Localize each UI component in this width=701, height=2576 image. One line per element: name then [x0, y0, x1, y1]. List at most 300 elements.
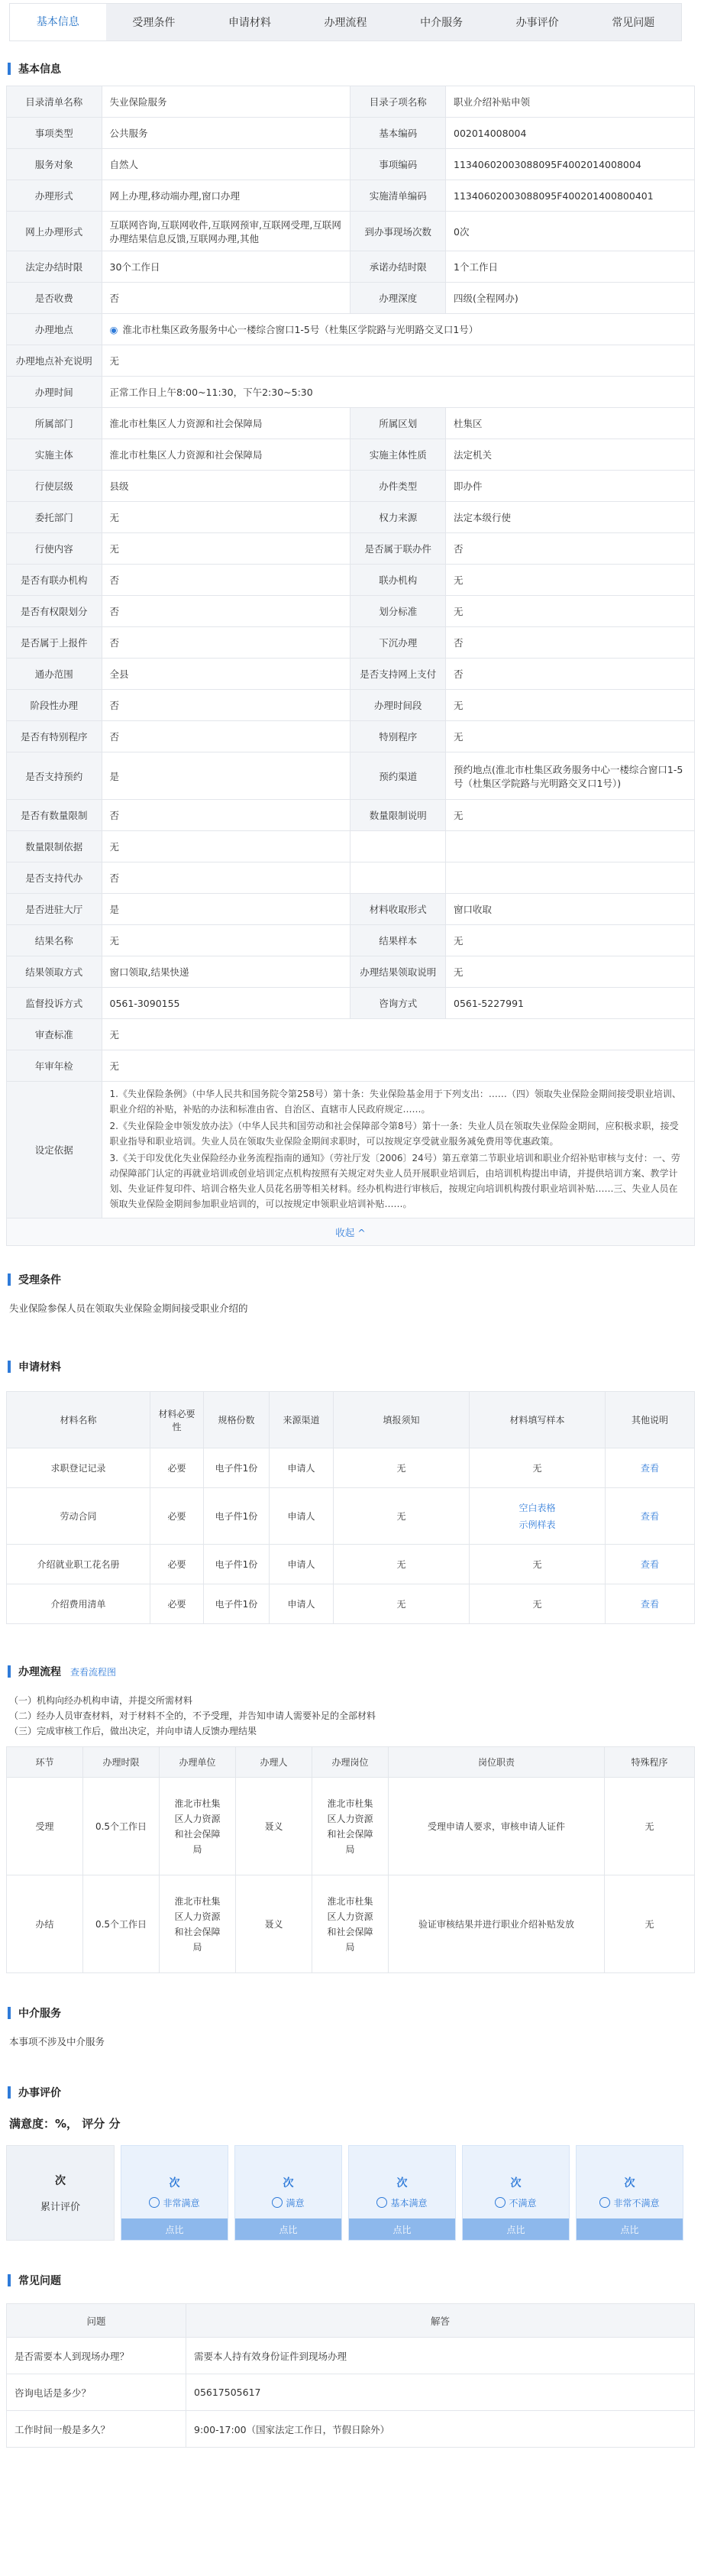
info-value: 无	[446, 596, 695, 627]
faq-question: 咨询电话是多少？	[7, 2374, 186, 2411]
material-source: 申请人	[270, 1488, 334, 1545]
basis-content	[102, 1082, 694, 1218]
material-name: 劳动合同	[7, 1488, 150, 1545]
eval-card-very-satisfied	[121, 2145, 228, 2241]
smile-icon	[272, 2197, 283, 2208]
info-value: 11340602003088095F400201400800401	[446, 180, 695, 212]
info-label: 实施主体性质	[350, 439, 446, 471]
empty-cell	[350, 831, 446, 862]
materials-table	[6, 1391, 695, 1624]
info-row	[7, 862, 695, 894]
section-title-text: 中介服务	[18, 2008, 61, 2020]
section-bar	[8, 1665, 11, 1678]
info-row	[7, 408, 695, 439]
info-label: 下沉办理	[350, 627, 446, 659]
info-label: 目录子项名称	[350, 86, 446, 118]
material-source: 申请人	[270, 1448, 334, 1488]
info-label: 权力来源	[350, 502, 446, 533]
eval-label-wrap	[272, 2196, 304, 2209]
info-label: 数量限制依据	[7, 831, 102, 862]
col-header: 办理岗位	[312, 1747, 389, 1778]
section-bar	[8, 1273, 11, 1286]
section-bar	[8, 1361, 11, 1373]
info-row	[7, 721, 695, 752]
info-value: 无	[102, 1019, 694, 1050]
eval-ratio-button[interactable]: 点比	[349, 2218, 455, 2240]
tab-basic-info[interactable]: 基本信息	[10, 4, 106, 40]
table-row	[7, 2411, 695, 2448]
info-label: 委托部门	[7, 502, 102, 533]
info-label: 承诺办结时限	[350, 251, 446, 283]
info-value: 失业保险服务	[102, 86, 350, 118]
info-label: 到办事现场次数	[350, 212, 446, 251]
info-value: 否	[102, 690, 350, 721]
process-step: （三）完成审核工作后，做出决定，并向申请人反馈办理结果	[9, 1726, 257, 1736]
step-time: 0.5个工作日	[83, 1778, 160, 1875]
section-bar	[8, 2086, 11, 2099]
material-notice: 无	[334, 1448, 470, 1488]
info-value: 无	[446, 690, 695, 721]
info-value: 0次	[446, 212, 695, 251]
info-label: 材料收取形式	[350, 894, 446, 925]
eval-card-satisfied	[234, 2145, 342, 2241]
section-basic-info	[6, 52, 695, 86]
info-label: 是否进驻大厅	[7, 894, 102, 925]
sample-links[interactable]: 空白表格 示例样表	[470, 1488, 606, 1545]
location-text: 淮北市杜集区政务服务中心一楼综合窗口1-5号（杜集区学院路与光明路交叉口1号）	[122, 324, 479, 335]
info-label: 事项编码	[350, 149, 446, 180]
eval-label-wrap	[376, 2196, 427, 2209]
info-value: 0561-3090155	[102, 988, 350, 1019]
info-row	[7, 439, 695, 471]
info-label: 结果样本	[350, 925, 446, 956]
info-value: 无	[102, 345, 694, 377]
info-label: 是否有数量限制	[7, 800, 102, 831]
tab-conditions[interactable]: 受理条件	[132, 17, 176, 29]
step-special: 无	[605, 1875, 695, 1973]
eval-ratio-button[interactable]: 点比	[577, 2218, 683, 2240]
section-evaluation	[6, 2076, 695, 2109]
neutral-face-icon	[376, 2197, 387, 2208]
info-row	[7, 471, 695, 502]
section-materials	[6, 1350, 695, 1383]
step-time: 0.5个工作日	[83, 1875, 160, 1973]
info-label: 是否属于上报件	[7, 627, 102, 659]
section-title-text: 基本信息	[18, 63, 61, 76]
info-label: 是否支持预约	[7, 752, 102, 800]
info-row-basis	[7, 1082, 695, 1218]
info-row	[7, 894, 695, 925]
info-value: 无	[102, 533, 350, 565]
col-header: 来源渠道	[270, 1392, 334, 1448]
info-label: 网上办理形式	[7, 212, 102, 251]
section-title-text: 办理流程	[18, 1666, 61, 1678]
info-value: 否	[102, 565, 350, 596]
info-row	[7, 800, 695, 831]
tab-process[interactable]: 办理流程	[324, 17, 367, 29]
section-title-text: 申请材料	[18, 1361, 61, 1374]
info-row	[7, 502, 695, 533]
location-pin-icon: ◉	[109, 324, 118, 335]
table-row	[7, 2338, 695, 2374]
faq-question: 工作时间一般是多久？	[7, 2411, 186, 2448]
info-value: 互联网咨询,互联网收件,互联网预审,互联网受理,互联网办理结果信息反馈,互联网办理,其他	[102, 212, 350, 251]
info-row	[7, 831, 695, 862]
empty-cell	[446, 831, 695, 862]
info-value: 公共服务	[102, 118, 350, 149]
info-value: 0561-5227991	[446, 988, 695, 1019]
info-label: 数量限制说明	[350, 800, 446, 831]
info-label: 行使层级	[7, 471, 102, 502]
material-spec: 电子件1份	[204, 1488, 270, 1545]
col-header: 其他说明	[606, 1392, 695, 1448]
table-row	[7, 1545, 695, 1584]
info-value: 县级	[102, 471, 350, 502]
info-value: 002014008004	[446, 118, 695, 149]
eval-label: 满意	[286, 2198, 305, 2209]
info-row	[7, 1019, 695, 1050]
info-value: 否	[102, 862, 350, 894]
info-row	[7, 925, 695, 956]
info-value: 职业介绍补贴申领	[446, 86, 695, 118]
material-necessity: 必要	[150, 1545, 204, 1584]
info-label: 所属区划	[350, 408, 446, 439]
info-label: 是否有联办机构	[7, 565, 102, 596]
info-row	[7, 1050, 695, 1082]
info-label: 设定依据	[7, 1082, 102, 1218]
info-value: 是	[102, 752, 350, 800]
info-label: 实施清单编码	[350, 180, 446, 212]
section-bar	[8, 2274, 11, 2286]
info-row	[7, 212, 695, 251]
info-row	[7, 752, 695, 800]
basis-paragraph: 3.《关于印发优化失业保险经办业务流程指南的通知》（劳社厅发〔2006〕24号）第五章第二节职业培训和职业介绍补贴审核与支付：一、劳动保障部门认定的再就业培训或创业培训定点机构按照有关规定对失业人员开展职业培训后，由培训机构提出申请，并提供培训方案、教学计划、失业证件复印件、培训合格失业人员花名册等相关材料。经办机构进行审核后，按规定向培训机构拨付职业培训补贴……三、失业人员在领取失业保险金期间参加职业培训的，可以按规定申领职业培训补贴……。	[109, 1153, 680, 1209]
info-value: 否	[102, 721, 350, 752]
material-sample: 无	[470, 1584, 606, 1624]
info-row	[7, 956, 695, 988]
info-row	[7, 565, 695, 596]
col-header: 材料必要性	[150, 1392, 204, 1448]
info-value: 否	[102, 627, 350, 659]
section-process	[6, 1655, 695, 1688]
view-link[interactable]: 查看	[606, 1448, 695, 1488]
intermediary-text: 本事项不涉及中介服务	[9, 2036, 105, 2047]
info-label: 审查标准	[7, 1019, 102, 1050]
info-value: 窗口领取,结果快递	[102, 956, 350, 988]
faq-table	[6, 2303, 695, 2448]
info-value: 是	[102, 894, 350, 925]
info-value: 网上办理,移动端办理,窗口办理	[102, 180, 350, 212]
eval-count: 次	[510, 2177, 522, 2189]
col-header: 特殊程序	[605, 1747, 695, 1778]
material-necessity: 必要	[150, 1488, 204, 1545]
info-label: 办理地点补充说明	[7, 345, 102, 377]
step-duty: 验证审核结果并进行职业介绍补贴发放	[389, 1875, 605, 1973]
info-row	[7, 988, 695, 1019]
info-row	[7, 314, 695, 345]
col-header: 材料填写样本	[470, 1392, 606, 1448]
info-label: 行使内容	[7, 533, 102, 565]
info-label: 预约渠道	[350, 752, 446, 800]
col-header: 规格份数	[204, 1392, 270, 1448]
info-value: 否	[102, 596, 350, 627]
step-person: 聂义	[236, 1778, 312, 1875]
faq-answer: 05617505617	[186, 2374, 695, 2411]
material-necessity: 必要	[150, 1584, 204, 1624]
info-value: 无	[446, 925, 695, 956]
info-value: 否	[446, 659, 695, 690]
table-row	[7, 1778, 695, 1875]
tab-faq[interactable]: 常见问题	[612, 17, 655, 29]
info-value: 无	[446, 956, 695, 988]
info-value: 法定机关	[446, 439, 695, 471]
info-row	[7, 149, 695, 180]
info-value: 30个工作日	[102, 251, 350, 283]
info-label: 所属部门	[7, 408, 102, 439]
info-value: 正常工作日上午8:00~11:30，下午2:30~5:30	[102, 377, 694, 408]
total-evaluation	[6, 2145, 115, 2241]
basis-paragraph: 1.《失业保险条例》（中华人民共和国务院令第258号）第十条：失业保险基金用于下列支出：……（四）领取失业保险金期间接受职业培训、职业介绍的补贴，补贴的办法和标准由省、自治区、直辖市人民政府规定……。	[109, 1089, 681, 1115]
faq-answer: 需要本人持有效身份证件到现场办理	[186, 2338, 695, 2374]
col-header: 办理单位	[160, 1747, 236, 1778]
process-step: （二）经办人员审查材料，对于材料不全的，不予受理，并告知申请人需要补足的全部材料	[9, 1710, 376, 1721]
tab-evaluation[interactable]: 办事评价	[515, 17, 559, 29]
info-label: 咨询方式	[350, 988, 446, 1019]
faq-question: 是否需要本人到现场办理？	[7, 2338, 186, 2374]
step-special: 无	[605, 1778, 695, 1875]
info-label: 是否支持网上支付	[350, 659, 446, 690]
info-row	[7, 627, 695, 659]
process-steps	[6, 1688, 695, 1743]
info-label: 是否收费	[7, 283, 102, 314]
step-unit: 淮北市杜集区人力资源和社会保障局	[160, 1778, 236, 1875]
col-header: 问题	[7, 2304, 186, 2338]
col-header: 填报须知	[334, 1392, 470, 1448]
info-label: 是否属于联办件	[350, 533, 446, 565]
info-value: 全县	[102, 659, 350, 690]
eval-label: 非常满意	[163, 2198, 200, 2209]
table-row	[7, 1875, 695, 1973]
eval-count: 次	[283, 2177, 294, 2189]
info-row	[7, 180, 695, 212]
material-source: 申请人	[270, 1584, 334, 1624]
section-conditions	[6, 1263, 695, 1296]
empty-cell	[446, 862, 695, 894]
step-person: 聂义	[236, 1875, 312, 1973]
top-tabs	[9, 3, 682, 41]
material-necessity: 必要	[150, 1448, 204, 1488]
info-label: 结果名称	[7, 925, 102, 956]
table-row	[7, 1488, 695, 1545]
info-value: 否	[102, 283, 350, 314]
col-header: 解答	[186, 2304, 695, 2338]
evaluation-cards	[6, 2145, 695, 2241]
smile-icon	[149, 2197, 160, 2208]
table-row	[7, 1448, 695, 1488]
material-spec: 电子件1份	[204, 1545, 270, 1584]
material-spec: 电子件1份	[204, 1448, 270, 1488]
info-row	[7, 283, 695, 314]
material-source: 申请人	[270, 1545, 334, 1584]
step-post: 淮北市杜集区人力资源和社会保障局	[312, 1875, 389, 1973]
info-label: 通办范围	[7, 659, 102, 690]
info-value: 淮北市杜集区人力资源和社会保障局	[102, 439, 350, 471]
info-label: 是否有特别程序	[7, 721, 102, 752]
info-label: 目录清单名称	[7, 86, 102, 118]
satisfaction-summary: 满意度：%， 评分 分	[9, 2117, 121, 2131]
info-value: 否	[446, 533, 695, 565]
col-header: 岗位职责	[389, 1747, 605, 1778]
info-label: 监督投诉方式	[7, 988, 102, 1019]
step-post: 淮北市杜集区人力资源和社会保障局	[312, 1778, 389, 1875]
collapse-button[interactable]: 收起 ^	[7, 1218, 695, 1246]
info-row	[7, 596, 695, 627]
step-name: 受理	[7, 1778, 83, 1875]
step-duty: 受理申请人要求，审核申请人证件	[389, 1778, 605, 1875]
col-header: 办理人	[236, 1747, 312, 1778]
info-row	[7, 86, 695, 118]
info-row	[7, 251, 695, 283]
info-label: 是否支持代办	[7, 862, 102, 894]
table-row	[7, 2374, 695, 2411]
material-name: 介绍费用清单	[7, 1584, 150, 1624]
material-sample: 无	[470, 1448, 606, 1488]
info-row	[7, 659, 695, 690]
info-value: 杜集区	[446, 408, 695, 439]
info-value: 淮北市杜集区人力资源和社会保障局	[102, 408, 350, 439]
info-value: 11340602003088095F4002014008004	[446, 149, 695, 180]
step-unit: 淮北市杜集区人力资源和社会保障局	[160, 1875, 236, 1973]
info-row	[7, 377, 695, 408]
eval-count: 次	[169, 2177, 180, 2189]
eval-card-very-unsatisfied	[576, 2145, 683, 2241]
eval-card-basic-satisfied	[348, 2145, 456, 2241]
info-label: 办理时间段	[350, 690, 446, 721]
tab-intermediary[interactable]: 中介服务	[420, 17, 464, 29]
section-title-text: 常见问题	[18, 2275, 61, 2287]
material-notice: 无	[334, 1545, 470, 1584]
info-value: 无	[446, 721, 695, 752]
section-bar	[8, 63, 11, 75]
basis-text	[110, 1086, 686, 1212]
section-title-text: 受理条件	[18, 1274, 61, 1286]
empty-cell	[350, 862, 446, 894]
info-label: 办理深度	[350, 283, 446, 314]
info-value	[102, 314, 694, 345]
info-label: 办理时间	[7, 377, 102, 408]
info-value: 1个工作日	[446, 251, 695, 283]
info-label: 法定办结时限	[7, 251, 102, 283]
info-value: 无	[102, 502, 350, 533]
view-link[interactable]: 查看	[606, 1584, 695, 1624]
info-label: 实施主体	[7, 439, 102, 471]
eval-label: 不满意	[509, 2198, 537, 2209]
eval-card-unsatisfied	[462, 2145, 570, 2241]
info-value: 无	[102, 1050, 694, 1082]
view-flowchart-link[interactable]: 查看流程图	[70, 1666, 117, 1678]
eval-label-wrap	[599, 2196, 659, 2209]
view-link[interactable]: 查看	[606, 1545, 695, 1584]
info-value: 否	[102, 800, 350, 831]
total-count: 次	[55, 2175, 66, 2187]
conditions-text: 失业保险参保人员在领取失业保险金期间接受职业介绍的	[9, 1303, 248, 1314]
eval-ratio-button[interactable]: 点比	[121, 2218, 228, 2240]
info-label: 办理地点	[7, 314, 102, 345]
eval-count: 次	[624, 2177, 635, 2189]
frown-icon	[495, 2197, 506, 2208]
tab-materials[interactable]: 申请材料	[228, 17, 271, 29]
section-faq	[6, 2264, 695, 2297]
eval-ratio-button[interactable]: 点比	[235, 2218, 341, 2240]
material-name: 介绍就业职工花名册	[7, 1545, 150, 1584]
col-header: 环节	[7, 1747, 83, 1778]
info-row	[7, 345, 695, 377]
info-value: 无	[102, 925, 350, 956]
info-label: 年审年检	[7, 1050, 102, 1082]
collapse-row	[7, 1218, 695, 1246]
info-label: 联办机构	[350, 565, 446, 596]
info-label: 是否有权限划分	[7, 596, 102, 627]
info-row	[7, 118, 695, 149]
info-label: 特别程序	[350, 721, 446, 752]
info-value: 无	[102, 831, 350, 862]
info-label: 结果领取方式	[7, 956, 102, 988]
eval-label: 基本满意	[390, 2198, 428, 2209]
frown-icon	[599, 2197, 610, 2208]
info-label: 基本编码	[350, 118, 446, 149]
eval-ratio-button[interactable]: 点比	[463, 2218, 569, 2240]
col-header: 办理时限	[83, 1747, 160, 1778]
process-table	[6, 1746, 695, 1973]
info-value: 自然人	[102, 149, 350, 180]
material-spec: 电子件1份	[204, 1584, 270, 1624]
process-step: （一）机构向经办机构申请，并提交所需材料	[9, 1695, 193, 1706]
total-label: 累计评价	[40, 2202, 80, 2213]
info-label: 阶段性办理	[7, 690, 102, 721]
info-label: 划分标准	[350, 596, 446, 627]
info-value: 窗口收取	[446, 894, 695, 925]
info-value: 即办件	[446, 471, 695, 502]
info-value: 四级(全程网办)	[446, 283, 695, 314]
eval-count: 次	[396, 2177, 408, 2189]
info-label: 办件类型	[350, 471, 446, 502]
info-value: 无	[446, 565, 695, 596]
eval-label: 非常不满意	[613, 2198, 660, 2209]
material-sample: 无	[470, 1545, 606, 1584]
info-row	[7, 533, 695, 565]
info-label: 办理形式	[7, 180, 102, 212]
faq-answer: 9:00-17:00（国家法定工作日，节假日除外）	[186, 2411, 695, 2448]
section-title-text: 办事评价	[18, 2087, 61, 2099]
material-notice: 无	[334, 1488, 470, 1545]
info-label: 办理结果领取说明	[350, 956, 446, 988]
view-link[interactable]: 查看	[606, 1488, 695, 1545]
step-name: 办结	[7, 1875, 83, 1973]
section-bar	[8, 2007, 11, 2019]
basis-paragraph: 2.《失业保险金申领发放办法》（中华人民共和国劳动和社会保障部令第8号）第十一条：失业人员在领取失业保险金期间，应积极求职，接受职业指导和职业培训。失业人员在领取失业保险金期间求职时，可以按规定享受就业服务减免费用等优惠政策。	[109, 1121, 679, 1147]
material-name: 求职登记记录	[7, 1448, 150, 1488]
info-label: 事项类型	[7, 118, 102, 149]
eval-label-wrap	[149, 2196, 199, 2209]
info-value: 否	[446, 627, 695, 659]
info-label: 服务对象	[7, 149, 102, 180]
info-value: 预约地点(淮北市杜集区政务服务中心一楼综合窗口1-5号（杜集区学院路与光明路交叉口1号）)	[446, 752, 695, 800]
material-notice: 无	[334, 1584, 470, 1624]
info-row	[7, 690, 695, 721]
col-header: 材料名称	[7, 1392, 150, 1448]
eval-label-wrap	[495, 2196, 536, 2209]
basic-info-table	[6, 86, 695, 1246]
